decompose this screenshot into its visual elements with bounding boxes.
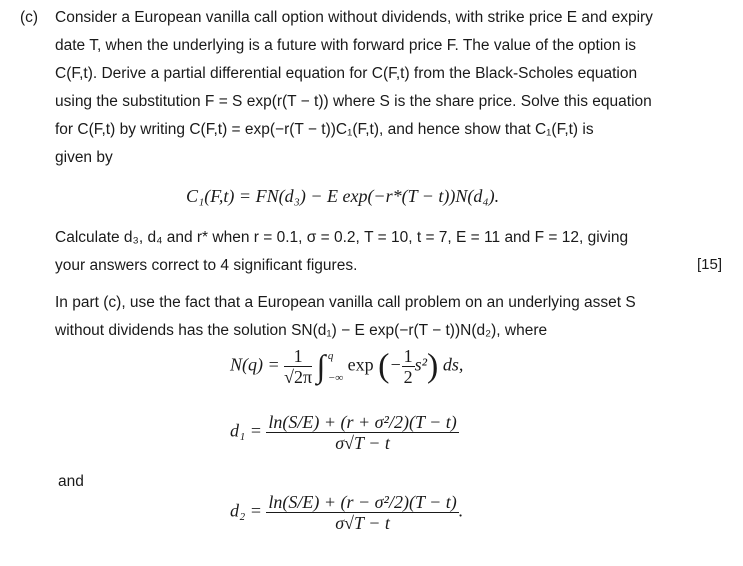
paragraph-1-line-3: C(F,t). Derive a partial differential equation for C(F,t) from the Black-Scholes equation: [55, 65, 638, 82]
normal-cdf-lhs: N(q) =: [230, 354, 280, 375]
paragraph-3-line-1: In part (c), use the fact that a European vanilla call problem on an underlying asset S: [55, 294, 636, 311]
d2-period: .: [458, 500, 464, 521]
integral-sign: ∫: [316, 348, 326, 384]
paragraph-1-line-5: for C(F,t) by writing C(F,t) = exp(−r(T − t))C₁(F,t), and hence show that C₁(F,t) is: [55, 121, 594, 138]
upper-limit: q: [327, 349, 334, 362]
and-connector: and: [58, 473, 84, 490]
paragraph-1-line-1: Consider a European vanilla call option without dividends, with strike price E and expiry: [55, 9, 653, 26]
part-label: (c): [20, 9, 39, 26]
coefficient-numerator: 1: [284, 346, 312, 367]
paragraph-2-line-1: Calculate d₃, d₄ and r* when r = 0.1, σ = 0.2, T = 10, t = 7, E = 11 and F = 12, giving: [55, 229, 629, 246]
s-squared: s²: [414, 354, 428, 375]
d2-fraction: [266, 492, 458, 533]
paragraph-1-line-2: date T, when the underlying is a future with forward price F. The value of the option is: [55, 37, 637, 54]
lower-limit: −∞: [327, 371, 344, 384]
paragraph-1-line-4: using the substitution F = S exp(r(T − t)) where S is the share price. Solve this equation: [55, 93, 652, 110]
d2-denominator: σ√T − t: [335, 513, 390, 533]
d2-numerator: ln(S/E) + (r − σ²/2)(T − t): [268, 492, 457, 512]
paragraph-1-line-6: given by: [55, 149, 113, 166]
d1-lhs: d₁ =: [230, 420, 262, 441]
d1-fraction: [266, 412, 458, 453]
integral-tail: ds,: [442, 354, 464, 375]
equation-d1: [230, 412, 459, 453]
normal-cdf-coefficient: [284, 346, 312, 387]
close-paren: ): [427, 347, 439, 385]
half-numerator: 1: [403, 346, 413, 366]
exp-function: exp: [347, 354, 374, 375]
equation-d2: [230, 492, 463, 533]
half-denominator: 2: [403, 367, 413, 387]
equation-c1: C₁(F,t) = FN(d₃) − E exp(−r*(T − t))N(d₄).: [186, 186, 500, 206]
paragraph-3-line-2: without dividends has the solution SN(d₁) − E exp(−r(T − t))N(d₂), where: [55, 322, 548, 339]
coefficient-denominator: √2π: [284, 367, 313, 387]
integral-limits: [328, 349, 343, 385]
d1-denominator: σ√T − t: [335, 433, 390, 453]
marks-label: [15]: [697, 256, 723, 273]
d2-lhs: d₂ =: [230, 500, 262, 521]
equation-normal-cdf: N(q) = $\frac{1}{√2\pi}$ ∫ q −∞ exp (− $\frac{1}{2}$ s²) ds,: [230, 346, 464, 387]
paragraph-2-line-2: your answers correct to 4 significant figures.: [55, 257, 358, 274]
half-fraction: [402, 346, 415, 387]
open-paren: (: [378, 347, 390, 385]
d1-numerator: ln(S/E) + (r + σ²/2)(T − t): [268, 412, 457, 432]
